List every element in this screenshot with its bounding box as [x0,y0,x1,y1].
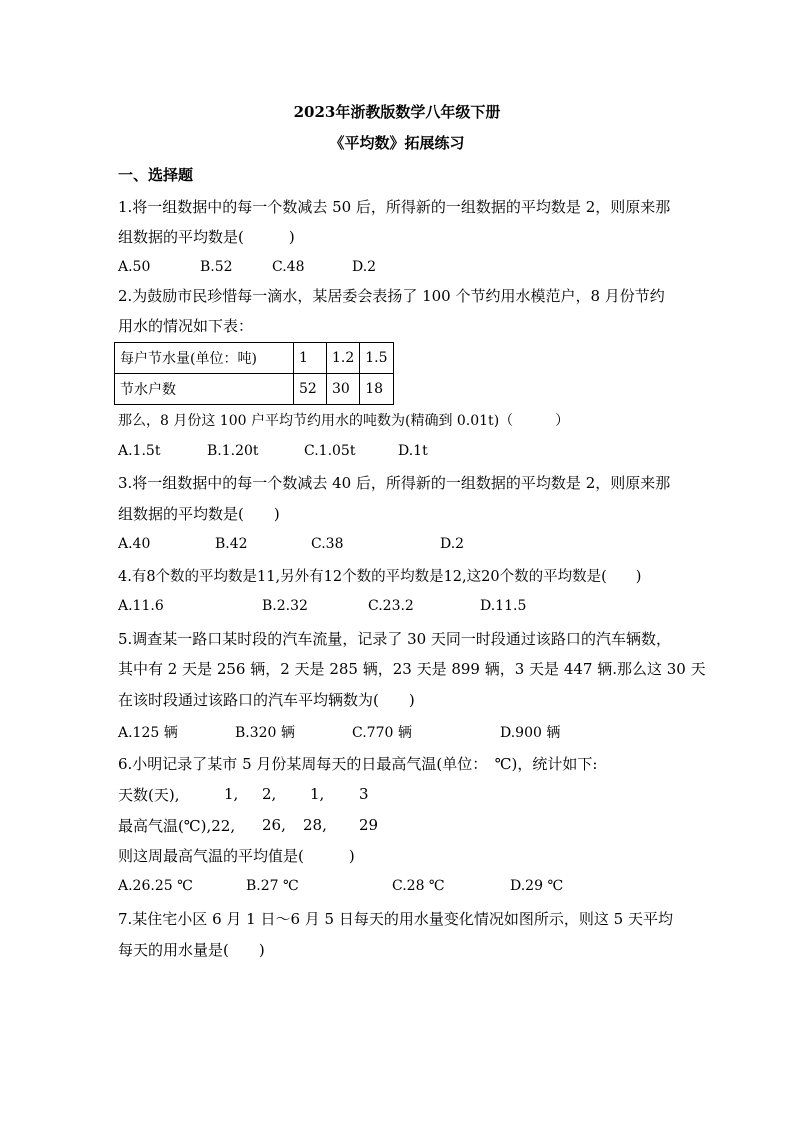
q3-text-line1: 3.将一组数据中的每一个数减去 40 后，所得新的一组数据的平均数是 2，则原来那 [118,474,671,492]
table-row [115,374,394,405]
q4-option-d: D.11.5 [480,598,527,614]
q7-text-line1: 7.某住宅小区 6 月 1 日～6 月 5 日每天的用水量变化情况如图所示，则这 5 天平均 [118,910,673,928]
q4-option-a: A.11.6 [118,598,164,614]
section-heading: 一、选择题 [118,166,194,184]
q6-option-c: C.28 ℃ [392,878,445,894]
q5-option-a: A.125 辆 [118,725,178,741]
q4-option-c: C.23.2 [368,598,414,614]
document-subtitle: 《平均数》拓展练习 [329,134,465,152]
q3-option-b: B.42 [215,536,248,552]
q2-option-b: B.1.20t [207,443,259,459]
q6-text-line4: 则这周最高气温的平均值是( ) [118,847,355,865]
table-cell: 节水户数 [115,374,294,405]
q5-option-b: B.320 辆 [235,725,295,741]
table-cell: 30 [327,374,360,405]
q6-temp-value: 29 [359,816,379,834]
q1-option-d: D.2 [352,259,377,275]
q5-text-line1: 5.调查某一路口某时段的汽车流量，记录了 30 天同一时段通过该路口的汽车辆数， [118,630,671,648]
q3-text-line2: 组数据的平均数是( ) [118,505,280,523]
q1-option-b: B.52 [200,259,233,275]
q6-option-a: A.26.25 ℃ [118,878,193,894]
q2-text-line3: 那么，8 月份这 100 户平均节约用水的吨数为(精确到 0.01t)（ ） [118,413,570,429]
q6-day-value: 2, [262,785,277,803]
q6-temp-value: 26, [262,816,286,834]
q2-option-d: D.1t [398,443,428,459]
q1-option-a: A.50 [118,259,151,275]
table-cell: 每户节水量(单位：吨) [115,343,294,374]
q6-day-value: 1, [310,785,325,803]
q1-text-line2: 组数据的平均数是( ) [118,228,295,246]
q6-days-label: 天数(天), [118,786,180,804]
table-cell: 1.2 [327,343,360,374]
q4-option-b: B.2.32 [262,598,308,614]
q6-text-line1: 6.小明记录了某市 5 月份某周每天的日最高气温(单位： ℃)，统计如下: [118,755,598,773]
q2-text-line2: 用水的情况如下表： [118,317,254,335]
table-cell: 1 [294,343,327,374]
table-cell: 52 [294,374,327,405]
document-title: 2023年浙教版数学八年级下册 [293,103,501,121]
q5-option-d: D.900 辆 [500,725,561,741]
q3-option-a: A.40 [118,536,151,552]
q2-text-line1: 2.为鼓励市民珍惜每一滴水，某居委会表扬了 100 个节约用水模范户，8 月份节约 [118,287,665,305]
q5-option-c: C.770 辆 [352,725,412,741]
q5-text-line3: 在该时段通过该路口的汽车平均辆数为( ) [118,691,415,709]
q5-text-line2: 其中有 2 天是 256 辆，2 天是 285 辆，23 天是 899 辆，3 天是 447 辆.那么这 30 天 [118,660,706,678]
q6-temp-value: 28, [303,816,327,834]
q2-option-a: A.1.5t [118,443,161,459]
q4-text-line1: 4.有8个数的平均数是11,另外有12个数的平均数是12,这20个数的平均数是( ) [118,569,642,585]
table-row [115,343,394,374]
table-cell: 18 [360,374,393,405]
q3-option-d: D.2 [440,536,465,552]
q7-text-line2: 每天的用水量是( ) [118,941,265,959]
q1-option-c: C.48 [272,259,305,275]
q6-day-value: 1, [224,785,239,803]
q6-option-b: B.27 ℃ [246,878,299,894]
q2-option-c: C.1.05t [304,443,356,459]
q6-day-value: 3 [359,785,369,803]
q3-option-c: C.38 [311,536,344,552]
q6-temp-label: 最高气温(℃),22, [118,817,236,835]
q6-option-d: D.29 ℃ [510,878,564,894]
water-saving-table [114,342,394,405]
table-cell: 1.5 [360,343,393,374]
q1-text-line1: 1.将一组数据中的每一个数减去 50 后，所得新的一组数据的平均数是 2，则原来那 [118,198,671,216]
